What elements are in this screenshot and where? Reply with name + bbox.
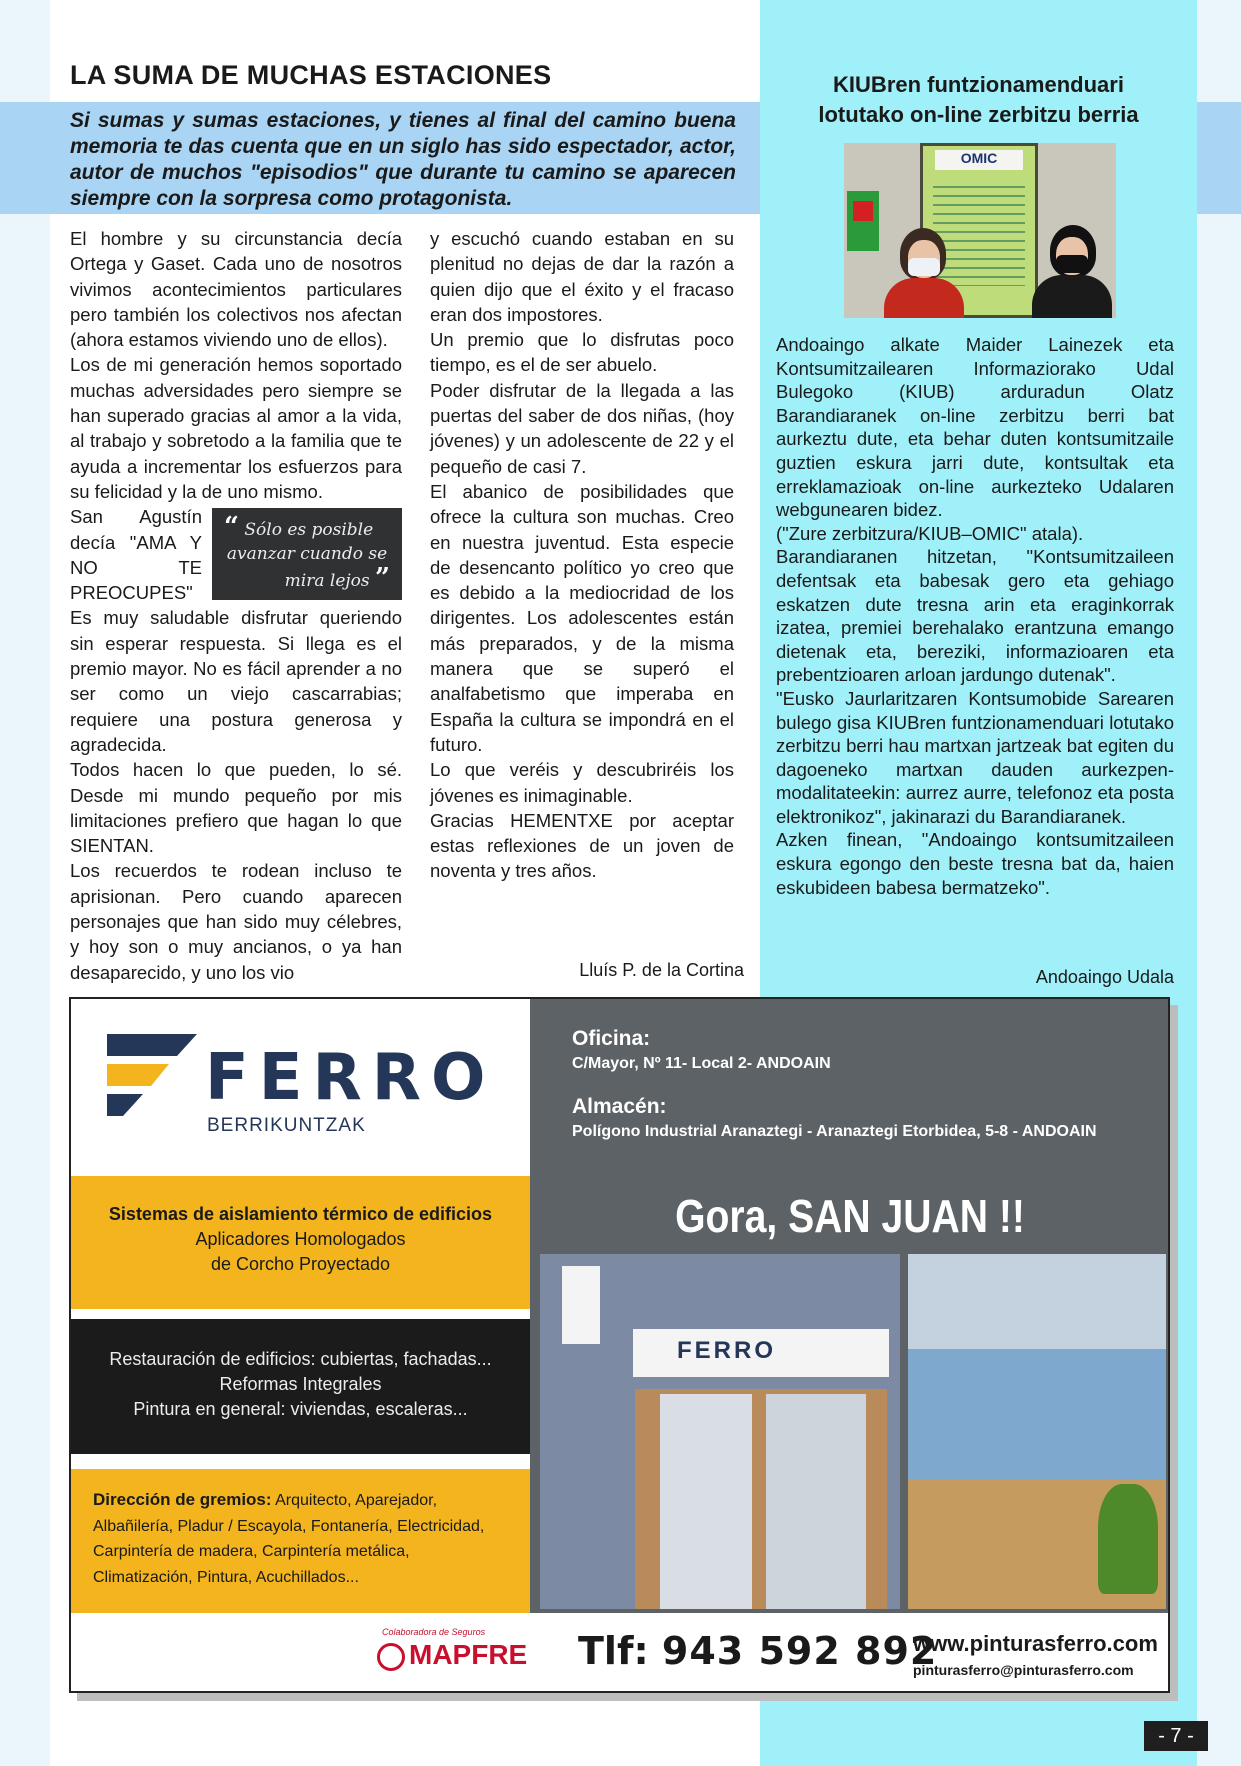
article-column-1 xyxy=(70,226,402,985)
sidebar-title-line-1: KIUBren funtzionamenduari xyxy=(833,72,1124,97)
office-photo xyxy=(908,1254,1166,1609)
address-block xyxy=(572,1027,1097,1141)
paragraph: Azken finean, "Andoaingo kontsumitzaileen eskura egongo den beste tresna bat da, haien eskubideen babesa bermatzeko". xyxy=(776,829,1174,898)
paragraph: Poder disfrutar de la llegada a las puertas del saber de dos niñas, (hoy jóvenes) y un adolescente de 22 y el pequeño de casi 7. xyxy=(430,379,734,477)
paragraph: El abanico de posibilidades que ofrece la cultura son muchas. Creo en nuestra juventud. Esta especie de desencanto político yo creo que es debido a la mediocridad de los dirigentes. Los adolescentes están más preparados, y de la misma manera que se superó el analfabetismo que imperaba en España la cultura se impondrá en el futuro. xyxy=(430,480,734,755)
sidebar-title-line-2: lotutako on-line zerbitzu berria xyxy=(818,102,1139,127)
quote-close-mark: ” xyxy=(375,563,390,594)
phone-label: Tlf: xyxy=(578,1629,649,1673)
paragraph: Lo que veréis y descubriréis los jóvenes es inimaginable. xyxy=(430,759,734,806)
quote-line-2: avanzar cuando se xyxy=(226,544,388,565)
lead-band-edge xyxy=(1197,102,1241,214)
restoration-line: Restauración de edificios: cubiertas, fachadas... xyxy=(109,1349,492,1369)
ferro-logo xyxy=(71,999,530,1176)
sidebar-photo xyxy=(844,143,1116,318)
restoration-line: Pintura en general: viviendas, escaleras... xyxy=(133,1399,468,1419)
mapfre-logo-icon xyxy=(377,1643,405,1671)
brand-name: FERRO xyxy=(205,1041,496,1115)
quote-image xyxy=(212,508,402,600)
paragraph: Los de mi generación hemos soportado muchas adversidades pero siempre se han superado gracias al amor a la vida, al trabajo y sobretodo a la familia que te ayuda a incrementar los esfuerzos para su felicidad y la de uno mismo. xyxy=(70,354,402,502)
ad-right-column xyxy=(530,999,1170,1613)
paragraph: "Eusko Jaurlaritzaren Kontsumobide Sarearen bulego gisa KIUBren funtzionamenduari lotutako zerbitzu berri hau martxan jartzeak bat egiten du dagoeneko martxan dauden aurkezpen-modalitateekin: aurrez aurre, telefonoz eta posta elektronikoz", jakinarazi du Barandiaranek. xyxy=(776,687,1174,827)
service-box-trades xyxy=(71,1469,530,1613)
insulation-line: de Corcho Proyectado xyxy=(210,1254,391,1274)
email: pinturasferro@pinturasferro.com xyxy=(913,1662,1134,1678)
article-signature: Lluís P. de la Cortina xyxy=(579,960,744,980)
ferro-logo-icon xyxy=(107,1034,197,1144)
paragraph: San Agustín decía "AMA Y NO TE PREOCUPES" xyxy=(70,506,202,604)
insurer-caption: Colaboradora de Seguros xyxy=(382,1627,486,1637)
right-margin-stripe xyxy=(1197,0,1241,1766)
phone-number: 943 592 892 xyxy=(661,1629,938,1673)
paragraph: Gracias HEMENTXE por aceptar estas reflexiones de un joven de noventa y tres años. xyxy=(430,809,734,882)
trades-label: Dirección de gremios: xyxy=(93,1490,272,1509)
paragraph: Barandiaranen hitzetan, "Kontsumitzaileen defentsak eta babesak gero eta gehiago eskatzen dute tresna arin eta eraginkorrak izatea, premiei berehalako erantzuna emango dietenak eta, bereziki, informazioaren eta prebentzioaren arloan jardungo dutenak". xyxy=(776,546,1174,686)
paragraph: ("Zure zerbitzura/KIUB–OMIC" atala). xyxy=(776,522,1084,544)
shop-window xyxy=(660,1394,752,1609)
paragraph: Todos hacen lo que pueden, lo sé. Desde mi mundo pequeño por mis limitaciones prefiero que hagan lo que SIENTAN. xyxy=(70,759,402,857)
paragraph: Un premio que lo disfrutas poco tiempo, es el de ser abuelo. xyxy=(430,329,734,376)
office-address: C/Mayor, Nº 11- Local 2- ANDOAIN xyxy=(572,1055,831,1072)
quote-line-3: mira lejos xyxy=(284,571,370,592)
wall-poster xyxy=(847,191,879,251)
shop-blade-sign xyxy=(562,1266,600,1344)
omic-sign: OMIC xyxy=(935,150,1023,170)
quote-open-mark: “ xyxy=(224,512,239,543)
shop-sign-text: FERRO xyxy=(677,1337,776,1364)
plant xyxy=(1098,1484,1158,1594)
service-box-restoration xyxy=(71,1319,530,1454)
person-left xyxy=(884,228,962,318)
insulation-line: Aplicadores Homologados xyxy=(195,1229,406,1249)
quote-line xyxy=(224,563,390,594)
phone xyxy=(578,1629,937,1673)
sidebar-title xyxy=(780,70,1177,130)
sidebar-body xyxy=(776,333,1174,899)
ad-left-column xyxy=(71,999,530,1613)
paragraph: Los recuerdos te rodean incluso te aprisionan. Pero cuando aparecen personajes que han sido muy célebres, y hoy son o muy ancianos, o ya han desaparecido, y uno los vio xyxy=(70,860,402,983)
warehouse-address: Polígono Industrial Aranaztegi - Aranaztegi Etorbidea, 5-8 - ANDOAIN xyxy=(572,1123,1097,1140)
article-lead: Si sumas y sumas estaciones, y tienes al final del camino buena memoria te das cuenta que en un siglo has sido espectador, actor, autor de muchos "episodios" que durante tu camino se aparecen siempre con la sorpresa como protagonista. xyxy=(70,109,736,210)
paragraph: y escuchó cuando estaban en su plenitud no dejas de dar la razón a quien dijo que el éxito y el fracaso eran dos impostores. xyxy=(430,228,734,325)
trades-list: Arquitecto, Aparejador, Albañilería, Pladur / Escayola, Fontanería, Electricidad, Carpintería de madera, Carpintería metálica, Climatización, Pintura, Acuchillados... xyxy=(93,1492,485,1586)
brand-subtitle: BERRIKUNTZAK xyxy=(207,1115,366,1136)
shop-photo xyxy=(540,1254,900,1609)
restoration-line: Reformas Integrales xyxy=(219,1374,382,1394)
quote-line-1: Sólo es posible xyxy=(244,520,374,541)
warehouse-label: Almacén: xyxy=(572,1095,667,1118)
service-box-insulation xyxy=(71,1176,530,1309)
sidebar-signature: Andoaingo Udala xyxy=(1035,967,1174,987)
paragraph: Andoaingo alkate Maider Lainezek eta Kontsumitzailearen Informaziorako Udal Bulegoko (KIUB) arduradun Olatz Barandiaranek on-line zerbitzu berri bat aurkeztu dute, eta behar duten kontsumitzaile guztien eskura jarri dute, kontsultak eta erreklamazioak on-line aurkezteko Udalaren webgunearen bidez. xyxy=(776,334,1174,521)
page-number: - 7 - xyxy=(1144,1721,1208,1751)
ferro-advertisement xyxy=(69,997,1170,1693)
insulation-title: Sistemas de aislamiento térmico de edificios xyxy=(108,1204,493,1224)
shop-window xyxy=(766,1394,866,1609)
person-right xyxy=(1032,225,1116,318)
paragraph: El hombre y su circunstancia decía Ortega y Gaset. Cada uno de nosotros vivimos acontecimientos particulares pero también los colectivos nos afectan (ahora estamos viviendo uno de ellos). xyxy=(70,228,402,351)
shop-sign xyxy=(633,1329,889,1377)
article-title: LA SUMA DE MUCHAS ESTACIONES xyxy=(70,60,552,90)
office-label: Oficina: xyxy=(572,1027,651,1050)
slogan: Gora, SAN JUAN !! xyxy=(675,1190,1025,1242)
website: www.pinturasferro.com xyxy=(913,1631,1158,1656)
quote-line xyxy=(224,512,390,543)
article-column-2 xyxy=(430,226,734,884)
left-margin-stripe xyxy=(0,0,50,1766)
insurer-name: MAPFRE xyxy=(409,1639,528,1670)
paragraph: Es muy saludable disfrutar queriendo sin esperar respuesta. Si llega es el premio mayor. No es fácil aprender a no ser como un viejo cascarrabias; requiere una postura generosa y agradecida. xyxy=(70,607,402,755)
ad-footer xyxy=(71,1613,1170,1693)
